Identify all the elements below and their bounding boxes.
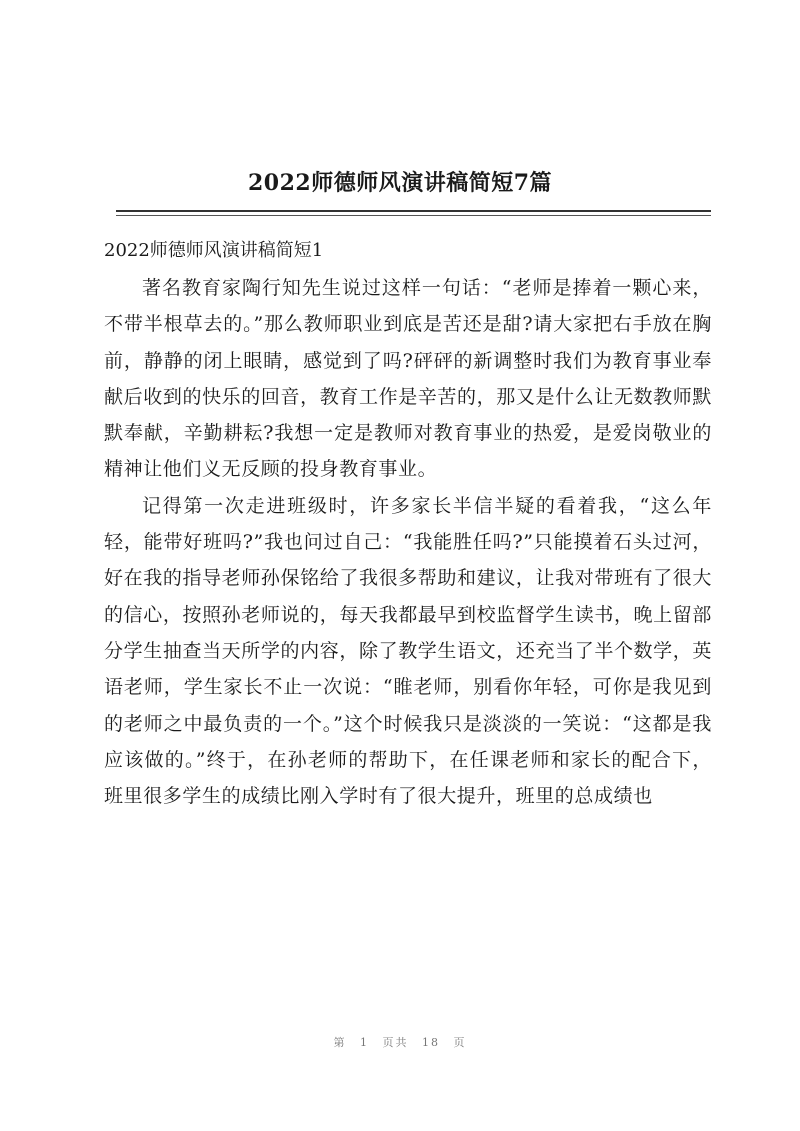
document-title: 2022师德师风演讲稿简短7篇: [247, 170, 553, 196]
title-divider-thick: [116, 210, 711, 212]
paragraph: 记得第一次走进班级时，许多家长半信半疑的看着我，“这么年轻，能带好班吗?”我也问过自己：“我能胜任吗?”只能摸着石头过河，好在我的指导老师孙保铭给了我很多帮助和建议，让我对带班有了很大的信心，按照孙老师说的，每天我都最早到校监督学生读书，晚上留部分学生抽查当天所学的内容，除了教学生语文，还充当了半个数学，英语老师，学生家长不止一次说：“睢老师，别看你年轻，可你是我见到的老师之中最负责的一个。”这个时候我只是淡淡的一笑说：“这都是我应该做的。”终于，在孙老师的帮助下，在任课老师和家长的配合下，班里很多学生的成绩比刚入学时有了很大提升，班里的总成绩也: [104, 494, 712, 808]
footer-current-page: 1: [360, 1036, 369, 1049]
page-footer: [0, 1034, 800, 1050]
footer-total-pages: 18: [422, 1036, 440, 1049]
title-divider-thin: [116, 215, 711, 216]
footer-middle: 页共: [382, 1036, 409, 1049]
footer-suffix: 页: [453, 1036, 467, 1049]
paragraph: 著名教育家陶行知先生说过这样一句话：“老师是捧着一颗心来，不带半根草去的。”那么教师职业到底是苦还是甜?请大家把右手放在胸前，静静的闭上眼睛，感觉到了吗?砰砰的新调整时我们为教育事业奉献后收到的快乐的回音，教育工作是辛苦的，那又是什么让无数教师默默奉献，辛勤耕耘?我想一定是教师对教育事业的热爱，是爱岗敬业的精神让他们义无反顾的投身教育事业。: [104, 277, 712, 481]
section-heading: 2022师德师风演讲稿简短1: [104, 240, 324, 261]
footer-prefix: 第: [333, 1036, 347, 1049]
body-text: [104, 270, 712, 814]
